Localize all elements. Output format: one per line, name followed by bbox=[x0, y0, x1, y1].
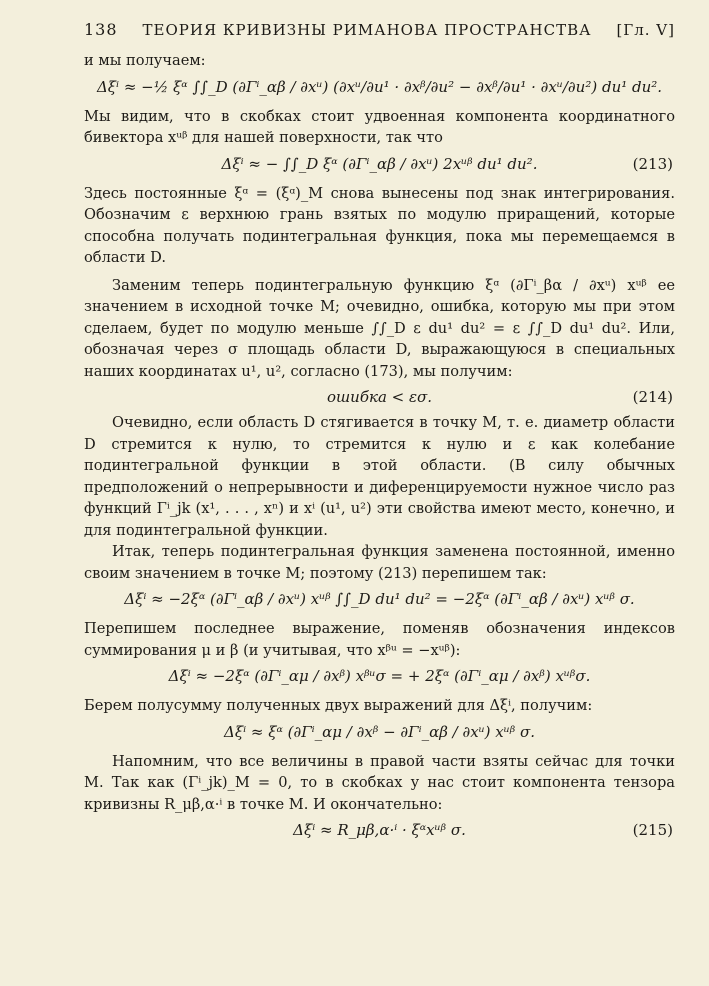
equation-text: Δξⁱ ≈ −2ξᵅ (∂Γⁱ_αμ / ∂xᵝ) xᵝᵘσ = + 2ξᵅ (∂Γⁱ_αμ / ∂xᵝ) xᵘᵝσ. bbox=[168, 667, 591, 685]
equation bbox=[84, 821, 675, 839]
running-header bbox=[84, 20, 675, 50]
paragraph: Мы видим, что в скобках стоит удвоенная компонента координатного бивектора xᵘᵝ для нашей поверхности, так что bbox=[84, 107, 675, 146]
running-title: ТЕОРИЯ КРИВИЗНЫ РИМАНОВА ПРОСТРАНСТВА bbox=[142, 21, 592, 39]
page-number: 138 bbox=[84, 20, 118, 39]
paragraph: Заменим теперь подинтегральную функцию ξᵅ (∂Γⁱ_βα / ∂xᵘ) xᵘᵝ ее значением в исходной точке M; очевидно, ошибка, которую мы при этом сделаем, будет по модулю меньше ∫∫_D ε du¹ du² = ε ∫∫_D du¹ du². Или, обозначая через σ площадь области D, выражающуюся в специальных наших координатах u¹, u², согласно (173), мы получим: bbox=[84, 276, 675, 380]
equation bbox=[84, 667, 675, 685]
chapter-label: [Гл. V] bbox=[616, 21, 675, 39]
paragraph: Очевидно, если область D стягивается в точку M, т. е. диаметр области D стремится к нулю, то стремится к нулю и ε как колебание подинтегральной функции в этой области. (В силу обычных предположений о непрерывности и диференцируемости нужное число раз функций Γⁱ_jk (x¹, . . . , xⁿ) и xⁱ (u¹, u²) эти свойства имеют место, конечно, и для подинтегральной функции. bbox=[84, 414, 675, 539]
equation bbox=[84, 78, 675, 96]
equation-text: Δξⁱ ≈ − ∫∫_D ξᵅ (∂Γⁱ_αβ / ∂xᵘ) 2xᵘᵝ du¹ du². bbox=[221, 154, 538, 173]
paragraph: и мы получаем: bbox=[84, 52, 206, 69]
paragraph: Итак, теперь подинтегральная функция заменена постоянной, именно своим значением в точке M; поэтому (213) перепишем так: bbox=[84, 543, 675, 582]
paragraph: Перепишем последнее выражение, поменяв обозначения индексов суммирования μ и β (и учитывая, что xᵝᵘ = −xᵘᵝ): bbox=[84, 620, 675, 659]
equation-text: Δξⁱ ≈ −½ ξᵅ ∫∫_D (∂Γⁱ_αβ / ∂xᵘ) (∂xᵘ/∂u¹ · ∂xᵝ/∂u² − ∂xᵝ/∂u¹ · ∂xᵘ/∂u²) du¹ du². bbox=[96, 77, 663, 96]
paragraph: Напомним, что все величины в правой части взяты сейчас для точки M. Так как (Γⁱ_jk)_M = 0, то в скобках у нас стоит компонента тензора кривизны R_μβ,α·ⁱ в точке M. И окончательно: bbox=[84, 752, 675, 813]
equation bbox=[84, 155, 675, 173]
paragraph: Берем полусумму полученных двух выражений для Δξⁱ, получим: bbox=[84, 697, 593, 714]
equation-number: (213) bbox=[632, 154, 673, 173]
equation bbox=[84, 590, 675, 608]
equation-text: Δξⁱ ≈ −2ξᵅ (∂Γⁱ_αβ / ∂xᵘ) xᵘᵝ ∫∫_D du¹ du² = −2ξᵅ (∂Γⁱ_αβ / ∂xᵘ) xᵘᵝ σ. bbox=[124, 590, 635, 608]
equation-number: (215) bbox=[632, 821, 673, 839]
equation bbox=[84, 388, 675, 406]
equation bbox=[84, 723, 675, 741]
equation-text: ошибка < εσ. bbox=[326, 388, 433, 406]
equation-number: (214) bbox=[632, 388, 673, 406]
paragraph: Здесь постоянные ξᵅ = (ξᵅ)_M снова вынесены под знак интегрирования. Обозначим ε верхнюю грань взятых по модулю приращений, которые способна получать подинтегральная функция, пока мы перемещаемся в области D. bbox=[84, 184, 675, 266]
equation-text: Δξⁱ ≈ R_μβ,α·ⁱ · ξᵅxᵘᵝ σ. bbox=[293, 821, 466, 839]
equation-text: Δξⁱ ≈ ξᵅ (∂Γⁱ_αμ / ∂xᵝ − ∂Γⁱ_αβ / ∂xᵘ) xᵘᵝ σ. bbox=[224, 722, 535, 741]
